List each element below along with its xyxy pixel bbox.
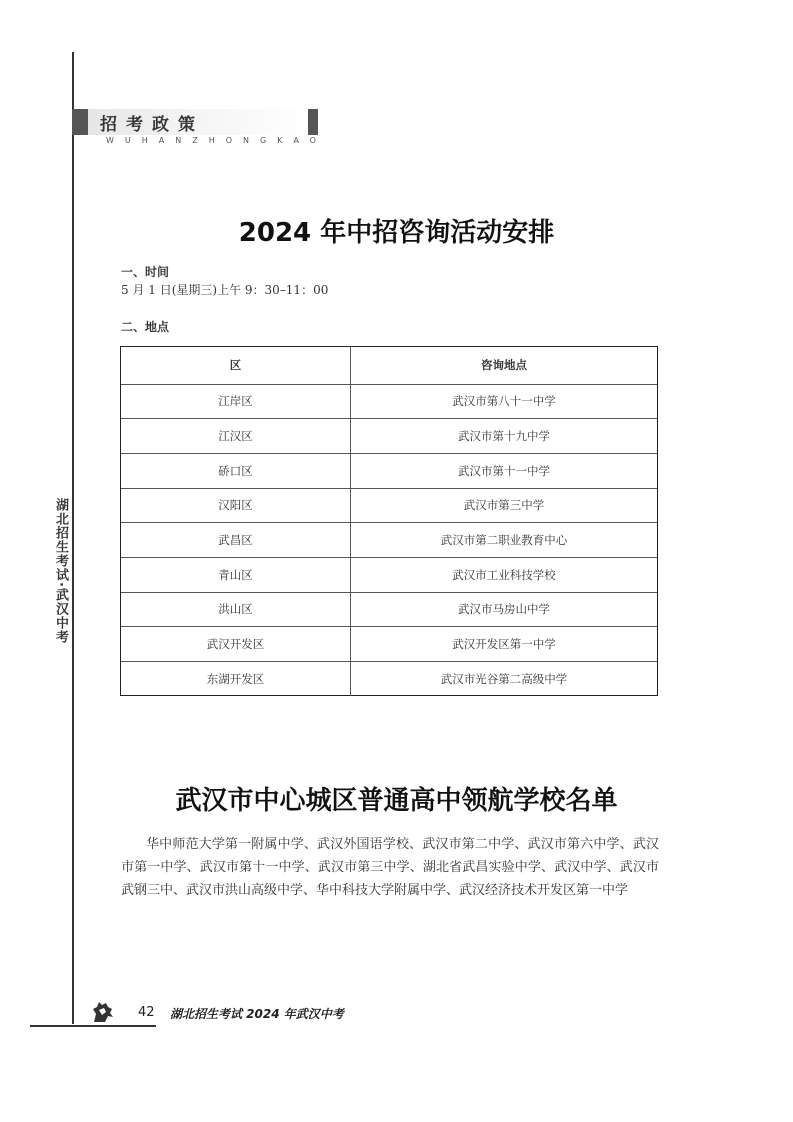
district-cell: 武昌区 bbox=[121, 523, 351, 558]
page-number: 42 bbox=[138, 1005, 155, 1020]
publication-title: 湖北招生考试 2024 年武汉中考 bbox=[170, 1007, 344, 1021]
horse-logo-icon bbox=[90, 1000, 116, 1024]
district-cell: 汉阳区 bbox=[121, 488, 351, 523]
table-row bbox=[121, 662, 657, 697]
column-header-district: 区 bbox=[121, 347, 351, 384]
district-cell: 青山区 bbox=[121, 557, 351, 592]
district-cell: 江岸区 bbox=[121, 384, 351, 419]
table-row bbox=[121, 592, 657, 627]
table-row bbox=[121, 627, 657, 662]
table-row bbox=[121, 384, 657, 419]
location-cell: 武汉市第十一中学 bbox=[351, 453, 658, 488]
location-cell: 武汉开发区第一中学 bbox=[351, 627, 658, 662]
district-cell: 硚口区 bbox=[121, 453, 351, 488]
location-cell: 武汉市第三中学 bbox=[351, 488, 658, 523]
time-label: 一、时间 bbox=[121, 265, 170, 279]
section-header-bar bbox=[72, 109, 318, 135]
location-cell: 武汉市第十九中学 bbox=[351, 419, 658, 454]
district-cell: 东湖开发区 bbox=[121, 662, 351, 697]
footer-rule bbox=[30, 1025, 156, 1027]
location-cell: 武汉市第八十一中学 bbox=[351, 384, 658, 419]
article-title: 2024 年中招咨询活动安排 bbox=[238, 218, 555, 248]
district-cell: 武汉开发区 bbox=[121, 627, 351, 662]
table-row bbox=[121, 523, 657, 558]
table-header-row bbox=[121, 347, 657, 384]
location-cell: 武汉市光谷第二高级中学 bbox=[440, 672, 568, 687]
header-bar-body bbox=[88, 109, 312, 135]
page-vertical-rule bbox=[72, 52, 74, 1024]
header-bar-left-block bbox=[72, 109, 88, 135]
header-pinyin: WUHANZHONGKAO bbox=[106, 136, 327, 145]
school-list-paragraph: 华中师范大学第一附属中学、武汉外国语学校、武汉市第二中学、武汉市第六中学、武汉市第一中学、武汉市第十一中学、武汉市第三中学、湖北省武昌实验中学、武汉中学、武汉市武钢三中、武汉市洪山高级中学、华中科技大学附属中学、武汉经济技术开发区第一中学 bbox=[121, 837, 659, 898]
column-header-location: 咨询地点 bbox=[351, 347, 658, 384]
consultation-table bbox=[120, 346, 658, 696]
table-row bbox=[121, 557, 657, 592]
time-value: 5 月 1 日(星期三)上午 9：30–11：00 bbox=[121, 283, 329, 297]
table-row bbox=[121, 488, 657, 523]
header-bar-right-block bbox=[308, 109, 318, 135]
place-label: 二、地点 bbox=[121, 320, 170, 334]
section-title: 招考政策 bbox=[100, 114, 204, 135]
district-cell: 江汉区 bbox=[121, 419, 351, 454]
district-cell: 洪山区 bbox=[121, 592, 351, 627]
table-row bbox=[121, 419, 657, 454]
location-cell: 武汉市第二职业教育中心 bbox=[351, 523, 658, 558]
sidebar-vertical-text: 湖北招生考试·武汉中考 bbox=[53, 498, 68, 644]
table-row bbox=[121, 453, 657, 488]
location-cell: 武汉市工业科技学校 bbox=[351, 557, 658, 592]
location-cell: 武汉市马房山中学 bbox=[351, 592, 658, 627]
school-list-title: 武汉市中心城区普通高中领航学校名单 bbox=[175, 786, 618, 816]
